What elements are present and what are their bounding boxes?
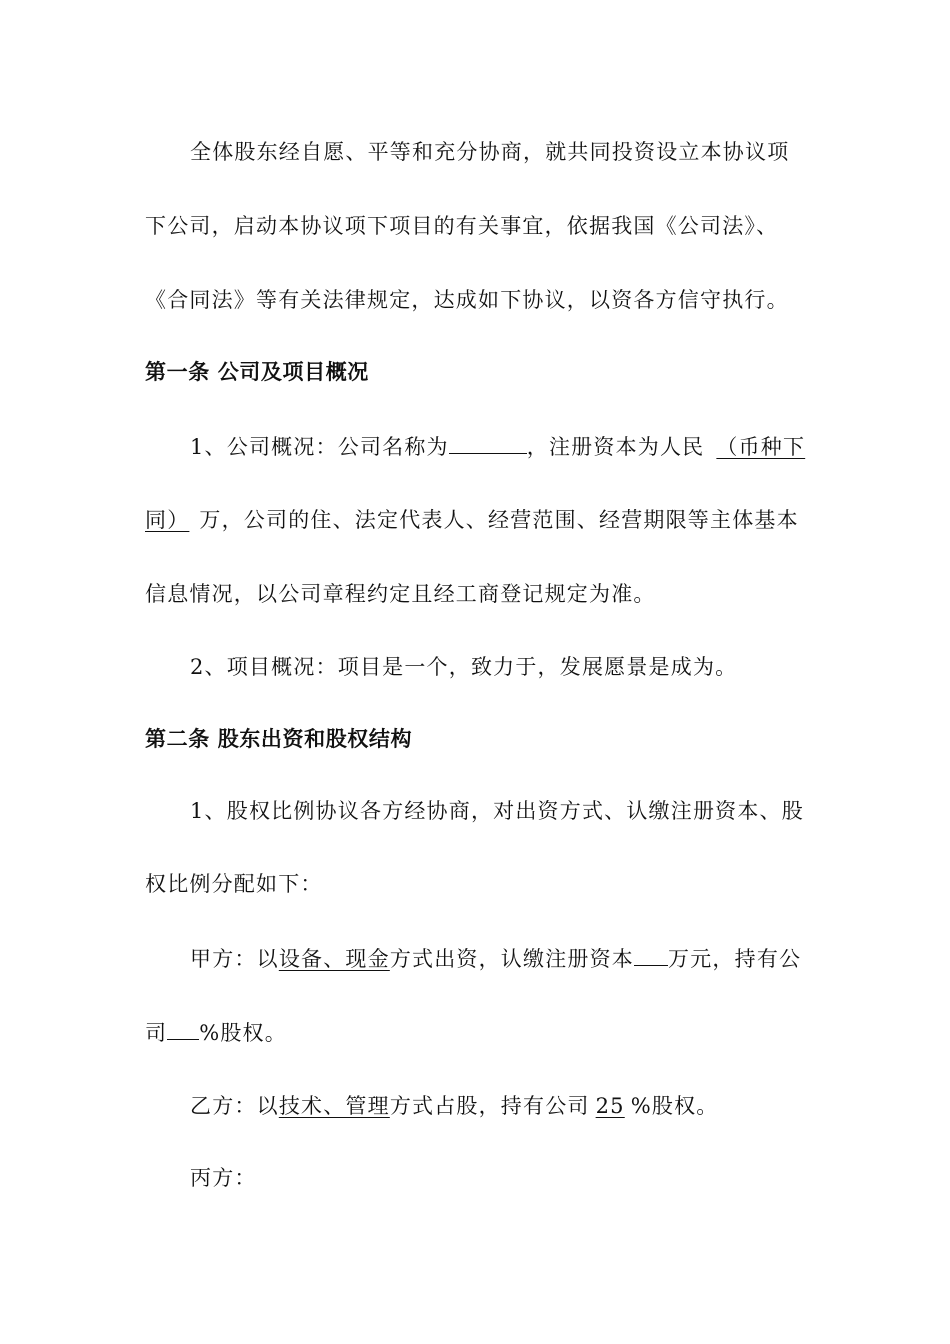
text-segment: 司 [145,1021,168,1045]
company-name-blank [449,431,527,454]
article-2-heading: 第二条 股东出资和股权结构 [145,726,413,751]
article-1-item-1-line-2 [145,505,807,535]
article-1-item-1-line-3: 信息情况，以公司章程约定且经工商登记规定为准。 [145,582,656,606]
text-segment: 方式占股，持有公司 [389,1094,590,1118]
party-a-line-2 [145,1017,807,1048]
text-segment: %股权。 [630,1094,719,1118]
underlined-currency-note [704,435,805,459]
party-a-contribution-method: 设备、现金 [278,947,390,971]
currency-note-text-cont: 同） [145,508,190,532]
party-c-line: 丙方： [190,1166,257,1190]
text-segment: 甲方：以 [190,947,279,971]
article-2-item-1-line-2: 权比例分配如下： [145,872,323,896]
text-segment: 万元，持有公 [668,947,802,971]
underlined-currency-note-cont [145,508,199,532]
article-2-item-1-line-1: 1、股权比例协议各方经协商，对出资方式、认缴注册资本、股 [190,799,804,823]
text-segment: 1、公司概况：公司名称为 [190,435,449,459]
party-a-capital-blank [634,943,668,966]
currency-note-text: （币种下 [716,435,806,459]
party-b-share-value: 25 [595,1094,625,1118]
intro-line-3: 《合同法》等有关法律规定，达成如下协议，以资各方信守执行。 [145,288,789,312]
article-1-heading: 第一条 公司及项目概况 [145,359,369,384]
party-b-contribution-method: 技术、管理 [278,1094,390,1118]
article-1-item-1-line-1 [190,431,807,462]
article-1-item-2: 2、项目概况：项目是一个，致力于，发展愿景是成为。 [190,655,738,679]
intro-line-2: 下公司，启动本协议项下项目的有关事宜，依据我国《公司法》、 [145,214,779,238]
text-segment: %股权。 [199,1021,287,1045]
party-a-line-1 [190,943,807,974]
text-segment: 乙方：以 [190,1094,279,1118]
text-segment: ，注册资本为人民 [526,435,705,459]
party-b-line [190,1091,807,1121]
text-segment: 方式出资，认缴注册资本 [389,947,635,971]
intro-line-1: 全体股东经自愿、平等和充分协商，就共同投资设立本协议项 [190,140,790,164]
party-a-share-blank [167,1017,199,1040]
text-segment: 万，公司的住、法定代表人、经营范围、经营期限等主体基本 [199,508,799,532]
